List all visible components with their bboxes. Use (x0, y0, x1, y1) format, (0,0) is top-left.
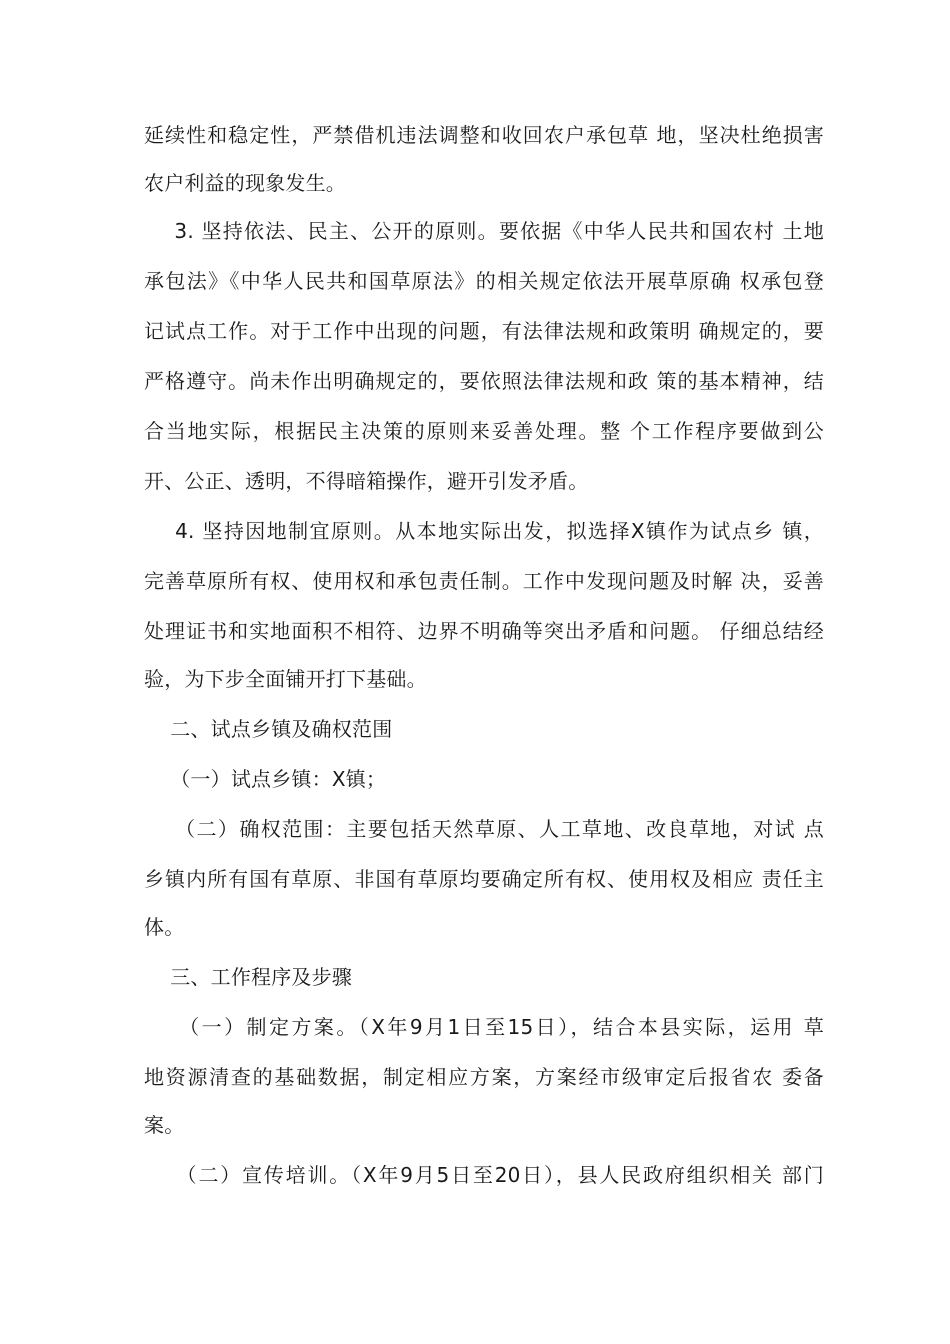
text-line: 案。 (144, 1113, 185, 1137)
section-heading: 二、试点乡镇及确权范围 (144, 717, 393, 741)
text-line: （一）制定方案。（X年9月1日至15日），结合本县实际，运用 草 (144, 1015, 824, 1039)
text-line: （二）确权范围：主要包括天然草原、人工草地、改良草地，对试 点 (144, 817, 824, 841)
text-line: 4. 坚持因地制宜原则。从本地实际出发，拟选择X镇作为试点乡 镇， (144, 519, 824, 543)
text-line: （二）宣传培训。（X年9月5日至20日），县人民政府组织相关 部门 (144, 1163, 824, 1187)
text-line: 验，为下步全面铺开打下基础。 (144, 667, 427, 691)
text-line: 严格遵守。尚未作出明确规定的，要依照法律法规和政 策的基本精神，结 (144, 369, 824, 393)
text-line: 3. 坚持依法、民主、公开的原则。要依据《中华人民共和国农村 土地 (144, 219, 824, 243)
text-line: （一）试点乡镇：X镇； (144, 767, 387, 791)
text-line: 承包法》《中华人民共和国草原法》的相关规定依法开展草原确 权承包登 (144, 269, 824, 293)
section-heading: 三、工作程序及步骤 (144, 965, 353, 989)
text-line: 农户利益的现象发生。 (144, 171, 346, 195)
text-line: 乡镇内所有国有草原、非国有草原均要确定所有权、使用权及相应 责任主 (144, 867, 824, 891)
text-line: 地资源清查的基础数据，制定相应方案，方案经市级审定后报省农 委备 (144, 1065, 824, 1089)
text-line: 记试点工作。对于工作中出现的问题，有法律法规和政策明 确规定的，要 (144, 319, 824, 343)
text-line: 开、公正、透明，不得暗箱操作，避开引发矛盾。 (144, 469, 589, 493)
text-line: 体。 (144, 915, 185, 939)
text-line: 延续性和稳定性，严禁借机违法调整和收回农户承包草 地，坚决杜绝损害 (144, 123, 824, 147)
text-line: 完善草原所有权、使用权和承包责任制。工作中发现问题及时解 决，妥善 (144, 569, 824, 593)
text-line: 处理证书和实地面积不相符、边界不明确等突出矛盾和问题。 仔细总结经 (144, 619, 824, 643)
text-line: 合当地实际，根据民主决策的原则来妥善处理。整 个工作程序要做到公 (144, 419, 824, 443)
